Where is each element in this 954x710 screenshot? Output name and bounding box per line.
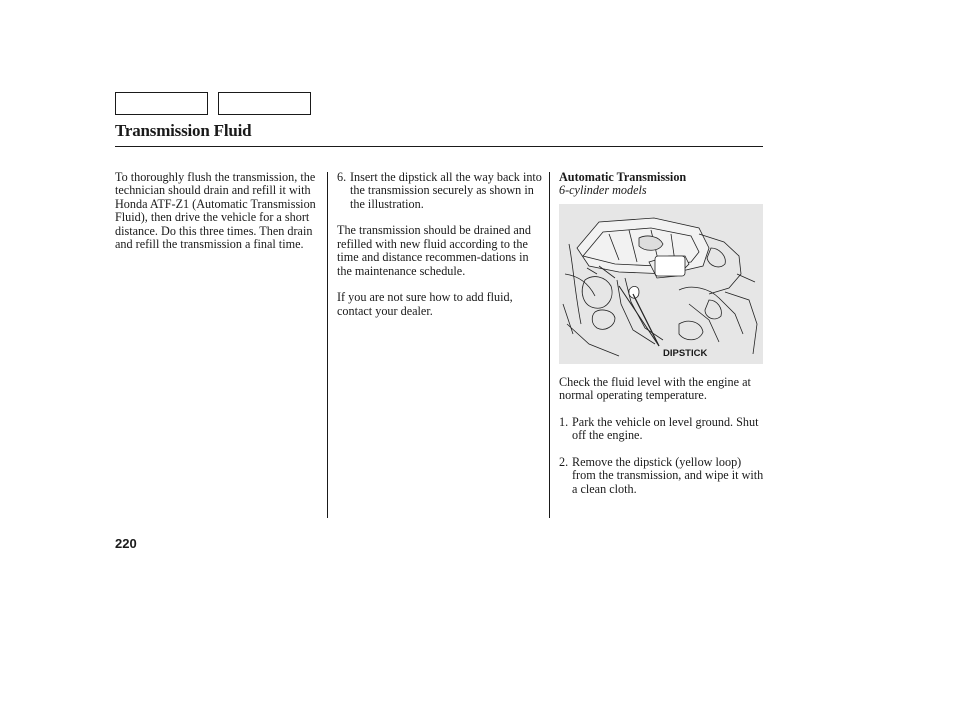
flush-paragraph: To thoroughly flush the transmission, the technician should drain and refill it with Honda ATF-Z1 (Automatic Transmission Fluid), then drive the vehicle for a short distance. Do this three times. Then drain and refill the transmission a final time.	[115, 170, 316, 252]
dealer-paragraph: If you are not sure how to add fluid, contact your dealer.	[337, 290, 513, 318]
step-1-text: Park the vehicle on level ground. Shut off the engine.	[572, 414, 759, 443]
nav-tab-1[interactable]	[115, 92, 208, 115]
step-6	[337, 171, 543, 211]
step-2-number: 2.	[559, 454, 569, 469]
step-2-text: Remove the dipstick (yellow loop) from the transmission, and wipe it with a clean cloth.	[572, 454, 764, 496]
page-number: 220	[115, 536, 137, 551]
column-1	[115, 171, 325, 265]
column-3	[559, 171, 765, 509]
step-2	[559, 456, 765, 496]
engine-drawing	[559, 204, 763, 364]
step-1-number: 1.	[559, 414, 569, 429]
step-1	[559, 416, 765, 443]
dipstick-label: DIPSTICK	[663, 347, 708, 359]
step-6-number: 6.	[337, 170, 347, 184]
section-heading: Automatic Transmission	[559, 170, 687, 184]
title-divider	[115, 146, 763, 147]
step-6-text: Insert the dipstick all the way back into the transmission securely as shown in the illustration.	[350, 170, 542, 211]
page-title: Transmission Fluid	[115, 121, 252, 140]
column-divider-1	[327, 172, 328, 518]
drain-paragraph: The transmission should be drained and refilled with new fluid according to the time and distance recommen-dations in the maintenance schedule.	[337, 223, 531, 278]
section-subheading: 6-cylinder models	[559, 183, 647, 198]
column-2	[337, 171, 543, 331]
engine-illustration	[559, 204, 763, 364]
nav-tab-2[interactable]	[218, 92, 311, 115]
column-divider-2	[549, 172, 550, 518]
intro-paragraph: Check the fluid level with the engine at normal operating temperature.	[559, 374, 751, 403]
